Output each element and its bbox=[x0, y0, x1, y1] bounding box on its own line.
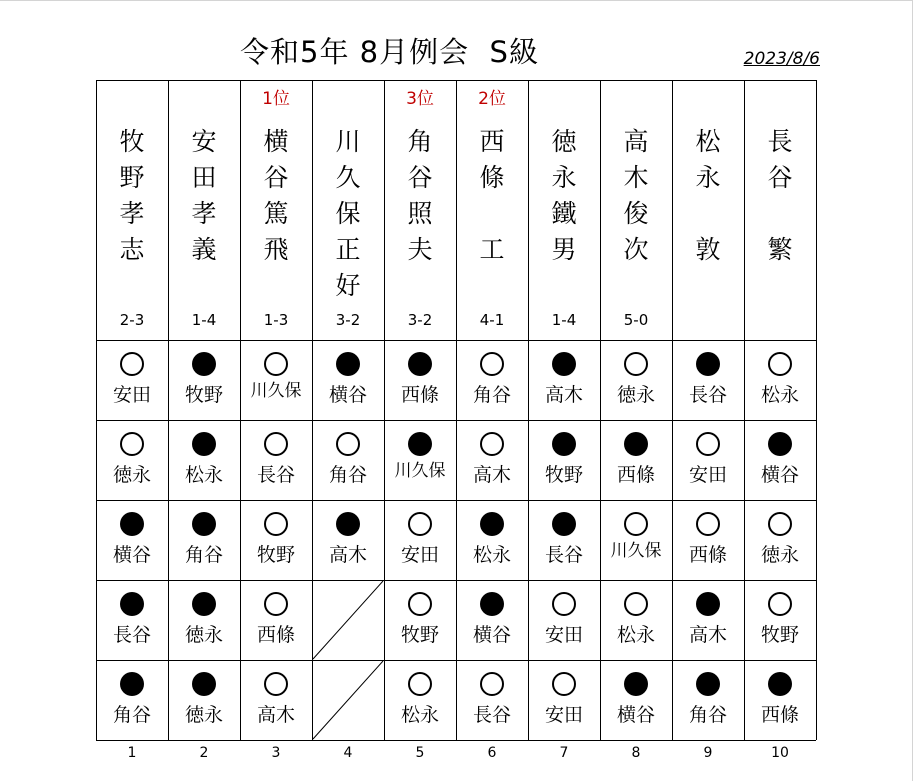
opponent-name: 安田 bbox=[544, 704, 583, 726]
player-header-2 bbox=[168, 80, 240, 340]
player-name-char: 敦 bbox=[695, 235, 721, 264]
opponent-name: 松永 bbox=[760, 384, 799, 406]
opponent-name: 松永 bbox=[472, 544, 511, 566]
game-cell bbox=[384, 660, 456, 740]
game-cell bbox=[672, 660, 744, 740]
opponent-name: 徳永 bbox=[184, 624, 223, 646]
loss-circle-icon bbox=[336, 512, 360, 536]
player-rank: 2位 bbox=[478, 89, 506, 109]
column-number: 1 bbox=[127, 745, 137, 761]
game-cell bbox=[312, 340, 384, 420]
column-number: 9 bbox=[703, 745, 713, 761]
player-name-char: 條 bbox=[479, 163, 505, 192]
win-circle-icon bbox=[408, 672, 432, 696]
game-cell bbox=[744, 340, 816, 420]
win-circle-icon bbox=[264, 352, 288, 376]
opponent-name: 高木 bbox=[256, 704, 295, 726]
game-cell bbox=[168, 420, 240, 500]
page-title: 令和5年 8月例会 S級 bbox=[240, 35, 539, 69]
loss-circle-icon bbox=[768, 672, 792, 696]
opponent-name: 安田 bbox=[112, 384, 151, 406]
player-name bbox=[528, 124, 600, 268]
loss-circle-icon bbox=[192, 592, 216, 616]
game-cell bbox=[672, 580, 744, 660]
player-name-char: 西 bbox=[479, 127, 505, 156]
loss-circle-icon bbox=[480, 512, 504, 536]
game-cell bbox=[168, 340, 240, 420]
opponent-name: 徳永 bbox=[616, 384, 655, 406]
opponent-name: 長谷 bbox=[688, 384, 727, 406]
win-circle-icon bbox=[696, 512, 720, 536]
game-cell bbox=[96, 340, 168, 420]
game-cell bbox=[384, 340, 456, 420]
opponent-name: 高木 bbox=[544, 384, 583, 406]
game-cell bbox=[672, 420, 744, 500]
game-cell bbox=[168, 500, 240, 580]
win-circle-icon bbox=[120, 432, 144, 456]
opponent-name: 高木 bbox=[472, 464, 511, 486]
column-number: 8 bbox=[631, 745, 641, 761]
opponent-name: 横谷 bbox=[616, 704, 655, 726]
game-cell bbox=[240, 420, 312, 500]
opponent-name: 徳永 bbox=[184, 704, 223, 726]
game-cell bbox=[744, 500, 816, 580]
player-name-char: 谷 bbox=[263, 163, 289, 192]
opponent-name: 西條 bbox=[256, 624, 295, 646]
player-name-char: 高 bbox=[623, 127, 649, 156]
player-name-char: 永 bbox=[551, 163, 577, 192]
game-cell bbox=[744, 580, 816, 660]
player-score: 2-3 bbox=[119, 311, 145, 329]
opponent-name: 横谷 bbox=[472, 624, 511, 646]
player-rank: 3位 bbox=[406, 89, 434, 109]
game-cell bbox=[456, 420, 528, 500]
loss-circle-icon bbox=[624, 432, 648, 456]
opponent-name: 角谷 bbox=[328, 464, 367, 486]
win-circle-icon bbox=[768, 592, 792, 616]
loss-circle-icon bbox=[192, 512, 216, 536]
player-name bbox=[672, 124, 744, 268]
player-name-char: 篤 bbox=[263, 199, 289, 228]
win-circle-icon bbox=[120, 352, 144, 376]
player-name-char: 田 bbox=[191, 163, 217, 192]
game-cell bbox=[672, 500, 744, 580]
loss-circle-icon bbox=[120, 672, 144, 696]
loss-circle-icon bbox=[768, 432, 792, 456]
opponent-name: 高木 bbox=[688, 624, 727, 646]
opponent-name: 安田 bbox=[688, 464, 727, 486]
loss-circle-icon bbox=[192, 432, 216, 456]
win-circle-icon bbox=[480, 432, 504, 456]
loss-circle-icon bbox=[336, 352, 360, 376]
player-name-char: 久 bbox=[335, 163, 361, 192]
player-name-char: 男 bbox=[551, 235, 577, 264]
column-number: 4 bbox=[343, 745, 353, 761]
loss-circle-icon bbox=[120, 592, 144, 616]
loss-circle-icon bbox=[552, 512, 576, 536]
player-score: 3-2 bbox=[335, 311, 361, 329]
opponent-name: 角谷 bbox=[112, 704, 151, 726]
game-cell bbox=[600, 340, 672, 420]
player-name-char: 長 bbox=[767, 127, 793, 156]
player-score: 3-2 bbox=[407, 311, 433, 329]
player-name-char: 川 bbox=[335, 127, 361, 156]
bye-cell bbox=[312, 660, 384, 740]
game-cell bbox=[96, 500, 168, 580]
game-cell bbox=[384, 500, 456, 580]
player-name-char: 繁 bbox=[767, 235, 793, 264]
player-name bbox=[96, 124, 168, 268]
loss-circle-icon bbox=[696, 352, 720, 376]
opponent-name: 川久保 bbox=[610, 541, 662, 561]
game-cell bbox=[96, 580, 168, 660]
opponent-name: 牧野 bbox=[544, 464, 583, 486]
game-cell bbox=[384, 580, 456, 660]
player-name-char: 孝 bbox=[119, 199, 145, 228]
loss-circle-icon bbox=[120, 512, 144, 536]
loss-circle-icon bbox=[552, 432, 576, 456]
game-cell bbox=[240, 660, 312, 740]
player-score: 1-3 bbox=[263, 311, 289, 329]
opponent-name: 徳永 bbox=[760, 544, 799, 566]
player-name-char: 永 bbox=[695, 163, 721, 192]
game-cell bbox=[456, 340, 528, 420]
loss-circle-icon bbox=[480, 592, 504, 616]
player-name-char: 徳 bbox=[551, 127, 577, 156]
opponent-name: 西條 bbox=[400, 384, 439, 406]
opponent-name: 牧野 bbox=[184, 384, 223, 406]
opponent-name: 安田 bbox=[400, 544, 439, 566]
game-cell bbox=[312, 420, 384, 500]
game-cell bbox=[456, 580, 528, 660]
game-cell bbox=[744, 420, 816, 500]
loss-circle-icon bbox=[192, 352, 216, 376]
player-name-char: 横 bbox=[263, 127, 289, 156]
loss-circle-icon bbox=[552, 352, 576, 376]
player-score: 1-4 bbox=[191, 311, 217, 329]
player-name bbox=[744, 124, 816, 268]
win-circle-icon bbox=[408, 512, 432, 536]
opponent-name: 松永 bbox=[616, 624, 655, 646]
player-name-char: 工 bbox=[479, 235, 505, 264]
opponent-name: 西條 bbox=[688, 544, 727, 566]
opponent-name: 高木 bbox=[328, 544, 367, 566]
player-header-9 bbox=[672, 80, 744, 340]
opponent-name: 角谷 bbox=[184, 544, 223, 566]
column-number: 2 bbox=[199, 745, 209, 761]
column-number: 5 bbox=[415, 745, 425, 761]
player-name-char: 角 bbox=[407, 127, 433, 156]
game-cell bbox=[528, 340, 600, 420]
game-cell bbox=[528, 500, 600, 580]
opponent-name: 角谷 bbox=[472, 384, 511, 406]
player-name-char: 俊 bbox=[623, 199, 649, 228]
win-circle-icon bbox=[768, 352, 792, 376]
player-name-char: 次 bbox=[623, 235, 649, 264]
win-circle-icon bbox=[480, 672, 504, 696]
opponent-name: 徳永 bbox=[112, 464, 151, 486]
opponent-name: 安田 bbox=[544, 624, 583, 646]
player-score: 1-4 bbox=[551, 311, 577, 329]
win-circle-icon bbox=[552, 592, 576, 616]
player-header-10 bbox=[744, 80, 816, 340]
player-name-char: 義 bbox=[191, 235, 217, 264]
opponent-name: 角谷 bbox=[688, 704, 727, 726]
player-rank: 1位 bbox=[262, 89, 290, 109]
player-header-4 bbox=[312, 80, 384, 340]
player-name-char bbox=[456, 196, 528, 232]
player-name-char: 好 bbox=[335, 271, 361, 300]
loss-circle-icon bbox=[696, 592, 720, 616]
column-number: 10 bbox=[771, 745, 789, 761]
game-cell bbox=[168, 580, 240, 660]
player-name-char: 松 bbox=[695, 127, 721, 156]
player-name-char: 谷 bbox=[407, 163, 433, 192]
player-name-char: 谷 bbox=[767, 163, 793, 192]
game-cell bbox=[240, 340, 312, 420]
player-header-1 bbox=[96, 80, 168, 340]
game-cell bbox=[96, 660, 168, 740]
loss-circle-icon bbox=[192, 672, 216, 696]
player-name-char: 正 bbox=[335, 235, 361, 264]
player-name-char: 保 bbox=[335, 199, 361, 228]
loss-circle-icon bbox=[408, 352, 432, 376]
player-name-char: 牧 bbox=[119, 127, 145, 156]
win-circle-icon bbox=[768, 512, 792, 536]
win-circle-icon bbox=[624, 592, 648, 616]
game-cell bbox=[672, 340, 744, 420]
player-name bbox=[600, 124, 672, 268]
player-name bbox=[456, 124, 528, 268]
game-cell bbox=[600, 660, 672, 740]
event-date: 2023/8/6 bbox=[743, 49, 820, 69]
column-number: 7 bbox=[559, 745, 569, 761]
player-name-char: 木 bbox=[623, 163, 649, 192]
player-header-5 bbox=[384, 80, 456, 340]
game-cell bbox=[600, 500, 672, 580]
win-circle-icon bbox=[696, 432, 720, 456]
game-cell bbox=[456, 660, 528, 740]
column-number: 3 bbox=[271, 745, 281, 761]
opponent-name: 長谷 bbox=[472, 704, 511, 726]
loss-circle-icon bbox=[408, 432, 432, 456]
opponent-name: 横谷 bbox=[112, 544, 151, 566]
opponent-name: 西條 bbox=[616, 464, 655, 486]
opponent-name: 牧野 bbox=[256, 544, 295, 566]
player-header-8 bbox=[600, 80, 672, 340]
player-name-char bbox=[744, 196, 816, 232]
game-cell bbox=[240, 580, 312, 660]
game-cell bbox=[744, 660, 816, 740]
player-header-7 bbox=[528, 80, 600, 340]
opponent-name: 横谷 bbox=[328, 384, 367, 406]
player-name bbox=[384, 124, 456, 268]
opponent-name: 松永 bbox=[184, 464, 223, 486]
game-cell bbox=[528, 420, 600, 500]
opponent-name: 西條 bbox=[760, 704, 799, 726]
bye-cell bbox=[312, 580, 384, 660]
opponent-name: 牧野 bbox=[760, 624, 799, 646]
player-name-char: 飛 bbox=[263, 235, 289, 264]
win-circle-icon bbox=[264, 672, 288, 696]
player-score: 5-0 bbox=[623, 311, 649, 329]
game-cell bbox=[600, 420, 672, 500]
game-cell bbox=[240, 500, 312, 580]
player-name-char: 孝 bbox=[191, 199, 217, 228]
win-circle-icon bbox=[336, 432, 360, 456]
player-name bbox=[168, 124, 240, 268]
win-circle-icon bbox=[264, 432, 288, 456]
game-cell bbox=[312, 500, 384, 580]
player-name-char: 夫 bbox=[407, 235, 433, 264]
opponent-name: 長谷 bbox=[256, 464, 295, 486]
loss-circle-icon bbox=[696, 672, 720, 696]
win-circle-icon bbox=[552, 672, 576, 696]
player-name-char: 野 bbox=[119, 163, 145, 192]
opponent-name: 長谷 bbox=[112, 624, 151, 646]
win-circle-icon bbox=[624, 512, 648, 536]
game-cell bbox=[456, 500, 528, 580]
win-circle-icon bbox=[264, 512, 288, 536]
win-circle-icon bbox=[408, 592, 432, 616]
column-number: 6 bbox=[487, 745, 497, 761]
opponent-name: 松永 bbox=[400, 704, 439, 726]
game-cell bbox=[600, 580, 672, 660]
player-name-char bbox=[672, 196, 744, 232]
player-header-3 bbox=[240, 80, 312, 340]
game-cell bbox=[168, 660, 240, 740]
opponent-name: 川久保 bbox=[250, 381, 302, 401]
player-name-char: 志 bbox=[119, 235, 145, 264]
win-circle-icon bbox=[480, 352, 504, 376]
opponent-name: 川久保 bbox=[394, 461, 446, 481]
opponent-name: 牧野 bbox=[400, 624, 439, 646]
win-circle-icon bbox=[264, 592, 288, 616]
player-name bbox=[312, 124, 384, 304]
player-name-char: 鐵 bbox=[551, 199, 577, 228]
game-cell bbox=[96, 420, 168, 500]
player-name bbox=[240, 124, 312, 268]
opponent-name: 長谷 bbox=[544, 544, 583, 566]
player-name-char: 照 bbox=[407, 199, 433, 228]
opponent-name: 横谷 bbox=[760, 464, 799, 486]
win-circle-icon bbox=[624, 352, 648, 376]
game-cell bbox=[528, 660, 600, 740]
player-name-char: 安 bbox=[191, 127, 217, 156]
player-score: 4-1 bbox=[479, 311, 505, 329]
game-cell bbox=[384, 420, 456, 500]
loss-circle-icon bbox=[624, 672, 648, 696]
game-cell bbox=[528, 580, 600, 660]
player-header-6 bbox=[456, 80, 528, 340]
